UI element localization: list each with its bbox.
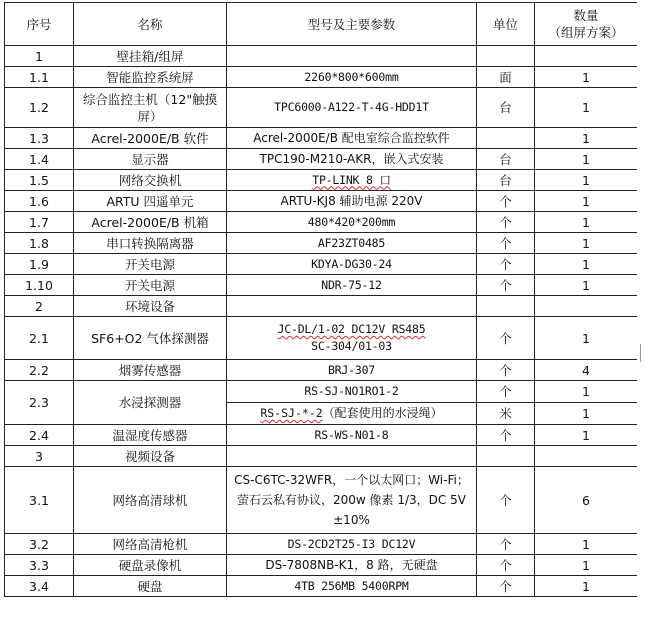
row-model: TPC6000-A122-T-4G-HDD1T	[227, 88, 477, 128]
row-model: 4TB 256MB 5400RPM	[227, 576, 477, 597]
row-seq: 3.4	[5, 576, 74, 597]
row-qty	[535, 446, 638, 467]
row-seq: 2.2	[5, 360, 74, 381]
row-qty: 1	[535, 381, 638, 403]
row-seq: 1.4	[5, 149, 74, 170]
row-model: ARTU-KJ8 辅助电源 220V	[227, 191, 477, 212]
row-unit: 个	[477, 191, 535, 212]
row-name: 显示器	[74, 149, 227, 170]
table-row	[5, 233, 638, 254]
table-row	[5, 576, 638, 597]
row-qty: 1	[535, 88, 638, 128]
row-name: Acrel-2000E/B 机箱	[74, 212, 227, 233]
row-name: 硬盘录像机	[74, 555, 227, 576]
row-unit: 个	[477, 212, 535, 233]
header-row	[5, 3, 638, 46]
table-row	[5, 446, 638, 467]
table-row	[5, 67, 638, 88]
table-row	[5, 275, 638, 296]
row-seq: 1.2	[5, 88, 74, 128]
table-row	[5, 128, 638, 149]
equipment-table	[4, 2, 637, 597]
row-name: 网络交换机	[74, 170, 227, 191]
row-qty: 1	[535, 191, 638, 212]
table-row	[5, 360, 638, 381]
table-row	[5, 191, 638, 212]
row-model: RS-WS-N01-8	[227, 425, 477, 446]
table-row	[5, 425, 638, 446]
row-qty: 1	[535, 317, 638, 360]
row-unit: 个	[477, 275, 535, 296]
row-name: 视频设备	[74, 446, 227, 467]
model-text: TP-LINK 8 口	[312, 172, 391, 187]
table-row	[5, 170, 638, 191]
row-seq: 1.7	[5, 212, 74, 233]
row-qty: 1	[535, 67, 638, 88]
row-qty: 6	[535, 467, 638, 534]
row-name: Acrel-2000E/B 软件	[74, 128, 227, 149]
row-unit: 个	[477, 467, 535, 534]
row-qty: 1	[535, 212, 638, 233]
row-seq: 2.4	[5, 425, 74, 446]
row-seq: 1	[5, 46, 74, 67]
row-qty: 1	[535, 425, 638, 446]
row-name: SF6+O2 气体探测器	[74, 317, 227, 360]
row-seq: 3.3	[5, 555, 74, 576]
row-seq: 2	[5, 296, 74, 317]
row-unit	[477, 128, 535, 149]
row-qty: 1	[535, 128, 638, 149]
row-seq: 2.3	[5, 381, 74, 425]
row-model	[227, 317, 477, 360]
table-row	[5, 381, 638, 403]
row-seq: 1.6	[5, 191, 74, 212]
edge-marker	[640, 344, 644, 362]
row-name: 开关电源	[74, 254, 227, 275]
row-unit: 台	[477, 88, 535, 128]
row-qty: 1	[535, 254, 638, 275]
row-model	[227, 403, 477, 425]
row-qty: 1	[535, 403, 638, 425]
row-model: DS-2CD2T25-I3 DC12V	[227, 534, 477, 555]
row-model	[227, 296, 477, 317]
row-qty: 1	[535, 275, 638, 296]
row-seq: 1.5	[5, 170, 74, 191]
row-unit	[477, 446, 535, 467]
row-qty: 1	[535, 233, 638, 254]
row-name: 综合监控主机（12"触摸屏）	[74, 88, 227, 128]
row-model: DS-7808NB-K1，8 路，无硬盘	[227, 555, 477, 576]
row-name: 网络高清枪机	[74, 534, 227, 555]
row-seq: 3.2	[5, 534, 74, 555]
model-text: RS-SJ-*-2	[260, 406, 323, 420]
row-seq: 1.10	[5, 275, 74, 296]
row-model: NDR-75-12	[227, 275, 477, 296]
row-unit: 个	[477, 254, 535, 275]
row-name: 环境设备	[74, 296, 227, 317]
row-model: KDYA-DG30-24	[227, 254, 477, 275]
row-name: 硬盘	[74, 576, 227, 597]
row-qty: 4	[535, 360, 638, 381]
row-unit: 个	[477, 576, 535, 597]
row-model: Acrel-2000E/B 配电室综合监控软件	[227, 128, 477, 149]
row-model: TPC190-M210-AKR，嵌入式安装	[227, 149, 477, 170]
table-row	[5, 296, 638, 317]
row-seq: 2.1	[5, 317, 74, 360]
row-name: 串口转换隔离器	[74, 233, 227, 254]
row-seq: 1.8	[5, 233, 74, 254]
row-unit: 个	[477, 360, 535, 381]
row-name: 网络高清球机	[74, 467, 227, 534]
row-unit: 个	[477, 381, 535, 403]
row-unit: 米	[477, 403, 535, 425]
table-row	[5, 88, 638, 128]
row-seq: 1.9	[5, 254, 74, 275]
row-seq: 3.1	[5, 467, 74, 534]
table-row	[5, 46, 638, 67]
row-qty: 1	[535, 149, 638, 170]
model-line-1: JC-DL/1-02 DC12V RS485	[277, 322, 426, 336]
row-qty: 1	[535, 576, 638, 597]
header-qty: 数量 （组屏方案）	[535, 3, 638, 46]
row-model: 480*420*200mm	[227, 212, 477, 233]
equipment-list-sheet	[4, 2, 637, 642]
row-seq: 1.1	[5, 67, 74, 88]
row-model: BRJ-307	[227, 360, 477, 381]
row-qty	[535, 296, 638, 317]
row-seq: 1.3	[5, 128, 74, 149]
row-qty: 1	[535, 555, 638, 576]
row-unit	[477, 46, 535, 67]
table-row	[5, 555, 638, 576]
table-row	[5, 212, 638, 233]
table-row	[5, 317, 638, 360]
header-unit: 单位	[477, 3, 535, 46]
row-unit: 台	[477, 170, 535, 191]
row-model	[227, 446, 477, 467]
row-qty: 1	[535, 534, 638, 555]
table-row	[5, 534, 638, 555]
row-name: ARTU 四遥单元	[74, 191, 227, 212]
table-row	[5, 254, 638, 275]
row-model: AF23ZT0485	[227, 233, 477, 254]
row-name: 壁挂箱/组屏	[74, 46, 227, 67]
model-note: （配套使用的水浸绳）	[322, 406, 443, 420]
row-unit: 个	[477, 425, 535, 446]
row-name: 智能监控系统屏	[74, 67, 227, 88]
row-unit: 个	[477, 555, 535, 576]
row-model: 2260*800*600mm	[227, 67, 477, 88]
model-line-2: SC-304/01-03	[311, 339, 392, 353]
header-model: 型号及主要参数	[227, 3, 477, 46]
row-model	[227, 170, 477, 191]
header-seq: 序号	[5, 3, 74, 46]
row-model: RS-SJ-NO1RO1-2	[227, 381, 477, 403]
row-unit: 个	[477, 233, 535, 254]
row-qty	[535, 46, 638, 67]
row-unit: 个	[477, 317, 535, 360]
row-name: 烟雾传感器	[74, 360, 227, 381]
row-unit: 台	[477, 149, 535, 170]
header-name: 名称	[74, 3, 227, 46]
row-seq: 3	[5, 446, 74, 467]
table-row	[5, 467, 638, 534]
table-row	[5, 149, 638, 170]
row-model: CS-C6TC-32WFR，一个以太网口；Wi-Fi；萤石云私有协议，200w 像素 1/3，DC 5V ±10%	[227, 467, 477, 534]
row-model	[227, 46, 477, 67]
row-name: 水浸探测器	[74, 381, 227, 425]
row-unit	[477, 296, 535, 317]
row-name: 开关电源	[74, 275, 227, 296]
row-qty: 1	[535, 170, 638, 191]
row-name: 温湿度传感器	[74, 425, 227, 446]
row-unit: 个	[477, 534, 535, 555]
row-unit: 面	[477, 67, 535, 88]
